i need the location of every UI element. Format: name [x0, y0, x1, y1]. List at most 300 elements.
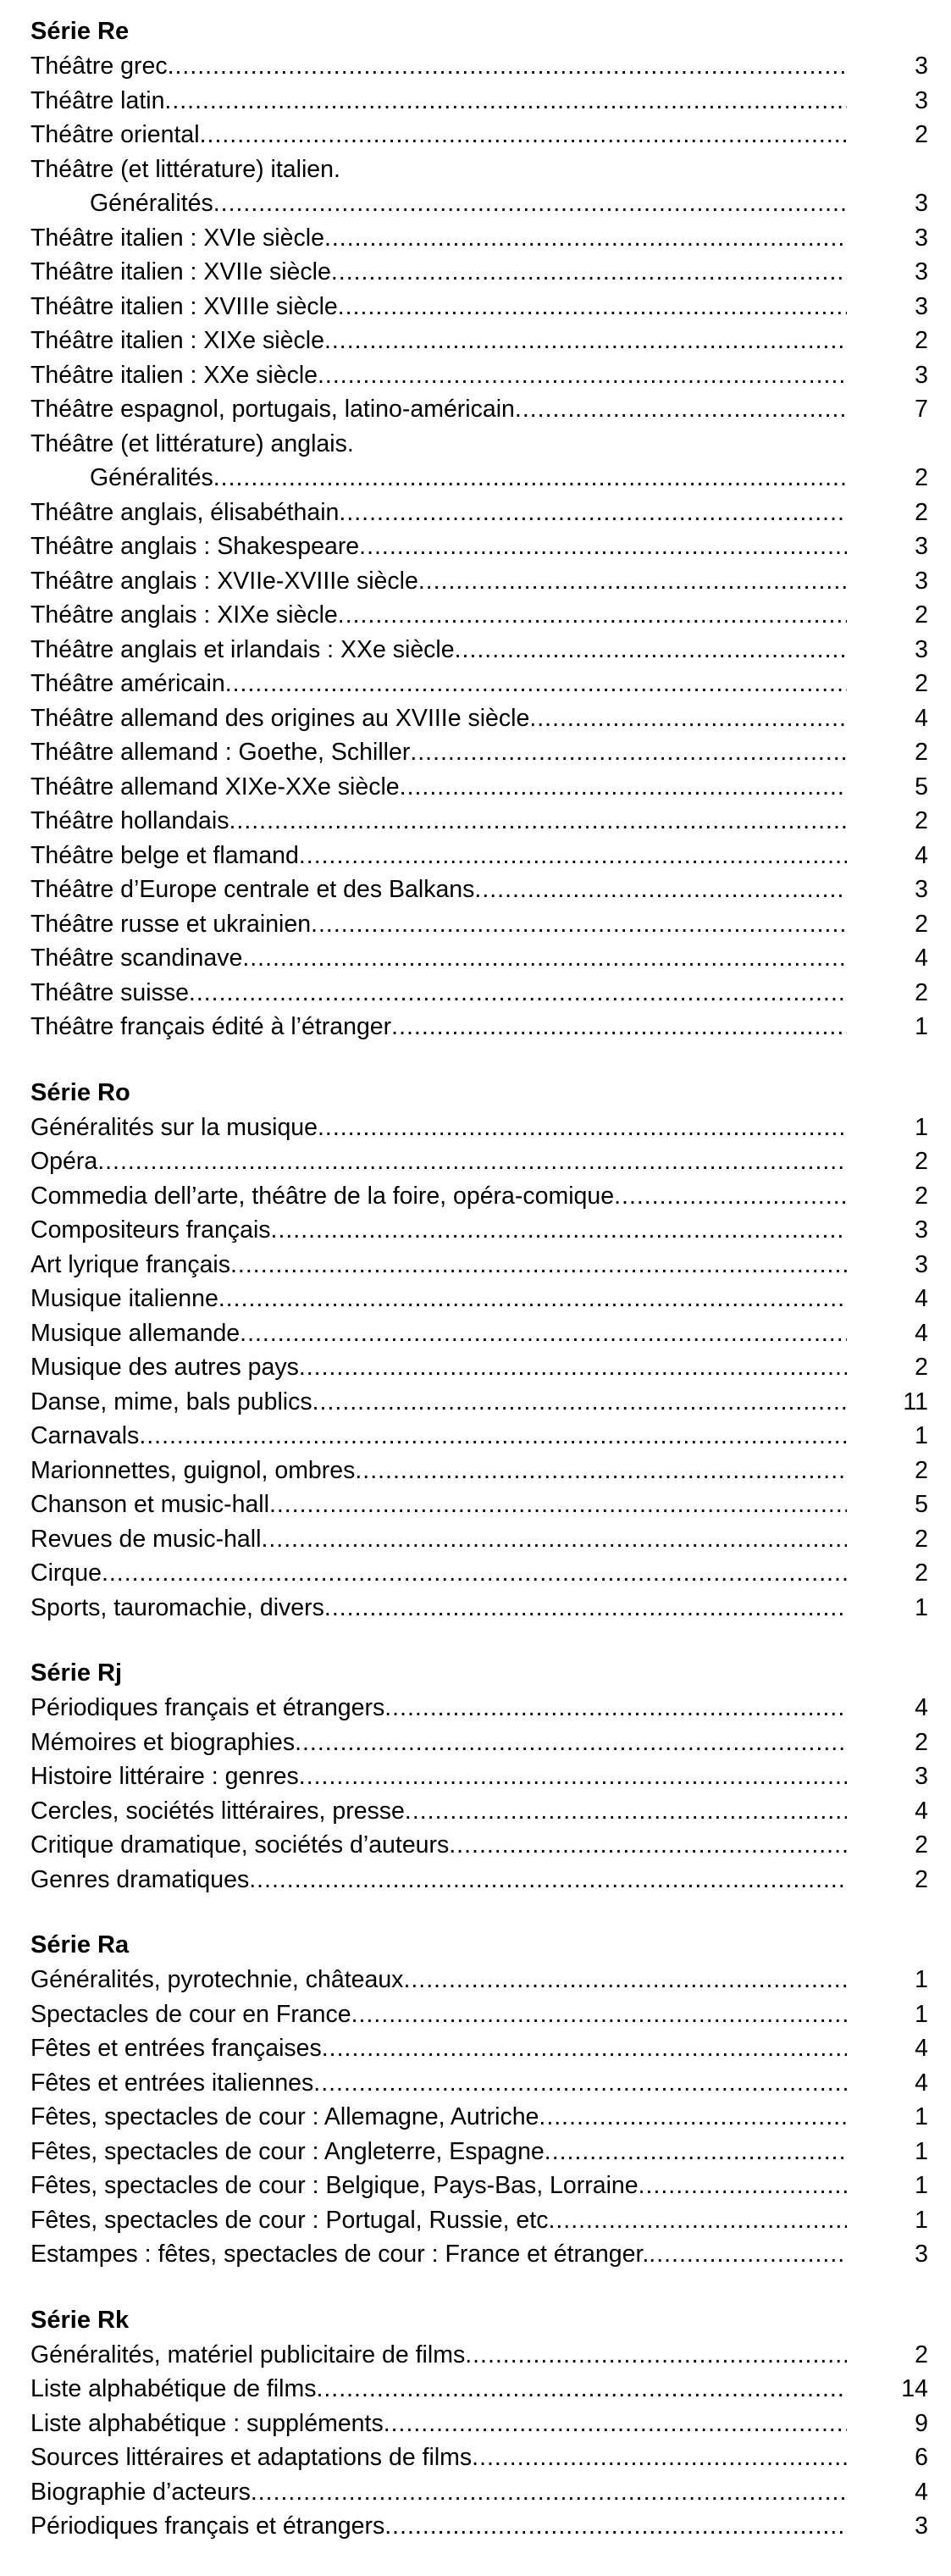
dot-leader	[338, 290, 847, 324]
entry-label-wrap	[30, 598, 852, 633]
dot-leader	[249, 1863, 847, 1897]
series-section	[30, 1929, 928, 2272]
toc-entry	[30, 1385, 928, 1420]
entry-label: Périodiques français et étrangers	[30, 1694, 385, 1721]
dot-leader	[225, 667, 847, 701]
entry-count: 3	[915, 224, 928, 252]
entry-count: 1	[915, 2103, 928, 2130]
entry-count: 2	[915, 1559, 928, 1587]
entry-label: Théâtre allemand des origines au XVIIIe siècle	[30, 704, 530, 732]
toc-entry	[30, 358, 928, 393]
toc-entry	[30, 427, 928, 462]
toc-entry	[30, 1419, 928, 1454]
toc-entry	[30, 1997, 928, 2032]
toc-entry	[30, 49, 928, 84]
entry-label: Théâtre italien : XVIIIe siècle	[30, 292, 338, 320]
entry-label-wrap	[30, 941, 852, 976]
entry-count: 2	[915, 670, 928, 697]
toc-entry	[30, 2372, 928, 2407]
entry-label: Compositeurs français	[30, 1216, 271, 1244]
entry-label-wrap	[30, 1144, 852, 1179]
entry-count: 4	[915, 1797, 928, 1825]
entry-label-wrap	[30, 735, 852, 770]
entry-label: Théâtre scandinave	[30, 945, 243, 972]
toc-entry	[30, 1487, 928, 1522]
dot-leader	[472, 2440, 847, 2475]
toc-entry	[30, 1350, 928, 1385]
dot-leader	[338, 598, 847, 633]
entry-label-wrap	[30, 1454, 852, 1488]
entry-count: 3	[915, 1216, 928, 1244]
entry-label-wrap	[30, 1691, 852, 1726]
toc-entry	[30, 1111, 928, 1145]
toc-entry	[30, 2100, 928, 2135]
dot-leader	[449, 1828, 847, 1863]
entry-count: 3	[915, 1250, 928, 1278]
dot-leader	[318, 358, 847, 393]
entry-label: Fêtes, spectacles de cour : Allemagne, Autriche	[30, 2103, 539, 2130]
toc-entry	[30, 461, 928, 496]
entry-label: Sources littéraires et adaptations de films	[30, 2444, 473, 2471]
dot-leader	[418, 564, 847, 599]
dot-leader	[400, 770, 847, 805]
dot-leader	[355, 1454, 847, 1488]
toc-entry	[30, 2031, 928, 2066]
entry-label-wrap	[30, 1759, 852, 1794]
toc-entry	[30, 2509, 928, 2544]
entry-label-wrap	[30, 1350, 852, 1385]
dot-leader	[539, 2100, 847, 2135]
entry-count: 2	[915, 601, 928, 629]
entry-label: Spectacles de cour en France	[30, 2000, 351, 2028]
toc-entry	[30, 907, 928, 942]
entry-label-wrap	[30, 1794, 852, 1829]
entry-label: Commedia dell’arte, théâtre de la foire, opéra-comique	[30, 1182, 615, 1210]
dot-leader	[324, 324, 847, 358]
entry-count: 3	[915, 2512, 928, 2540]
toc-entry	[30, 1179, 928, 1214]
dot-leader	[405, 1794, 847, 1829]
entry-label-wrap	[30, 2135, 852, 2169]
dot-leader	[261, 1522, 847, 1557]
dot-leader	[139, 1419, 847, 1454]
entry-count: 7	[915, 396, 928, 423]
entry-label-wrap	[30, 1248, 852, 1282]
dot-leader	[614, 1179, 847, 1214]
entry-label-wrap	[30, 84, 852, 119]
entry-label: Théâtre grec	[30, 53, 168, 80]
toc-entry	[30, 529, 928, 564]
entry-count: 2	[915, 327, 928, 354]
dot-leader	[213, 186, 847, 221]
entry-label: Théâtre allemand : Goethe, Schiller	[30, 739, 411, 766]
entry-label-wrap	[30, 1828, 852, 1863]
entry-label: Sports, tauromachie, divers	[30, 1593, 324, 1621]
entry-label-wrap	[30, 221, 852, 256]
entry-label: Théâtre allemand XIXe-XXe siècle	[30, 773, 400, 800]
entry-label-wrap	[30, 392, 852, 427]
entry-label-wrap	[30, 907, 852, 942]
toc-entry	[30, 221, 928, 256]
entry-label: Danse, mime, bals publics	[30, 1388, 312, 1415]
entry-label-wrap	[30, 152, 928, 187]
entry-label-wrap	[30, 2440, 852, 2475]
entry-count: 2	[915, 1831, 928, 1859]
toc-entry	[30, 2440, 928, 2475]
toc-entry	[30, 804, 928, 839]
dot-leader	[515, 392, 847, 427]
entry-label: Théâtre latin	[30, 86, 165, 114]
entry-label: Théâtre américain	[30, 670, 225, 697]
entry-label-wrap	[30, 496, 852, 530]
series-title: Série Ro	[30, 1078, 130, 1106]
dot-leader	[271, 1213, 847, 1248]
entry-label-wrap	[30, 1556, 852, 1591]
dot-leader	[102, 1556, 847, 1591]
entry-label-wrap	[30, 186, 852, 221]
series-section	[30, 1077, 928, 1626]
toc-entry	[30, 564, 928, 599]
entry-count: 14	[901, 2375, 928, 2402]
toc-entry	[30, 1726, 928, 1760]
dot-leader	[331, 255, 847, 290]
toc-entry	[30, 941, 928, 976]
entry-count: 2	[915, 2341, 928, 2368]
dot-leader	[545, 2135, 847, 2169]
entry-label-wrap	[30, 564, 852, 599]
entry-label: Fêtes et entrées italiennes	[30, 2069, 314, 2097]
entry-count: 5	[915, 1491, 928, 1518]
entry-label-wrap	[30, 1591, 852, 1626]
entry-label-wrap	[30, 2066, 852, 2101]
entry-label: Théâtre italien : XVIIe siècle	[30, 258, 331, 285]
entry-label-wrap	[30, 2407, 852, 2441]
toc-entry	[30, 84, 928, 119]
entry-label: Théâtre anglais, élisabéthain	[30, 498, 340, 526]
entry-count: 2	[915, 739, 928, 766]
entry-label: Histoire littéraire : genres	[30, 1763, 299, 1790]
entry-count: 3	[915, 1763, 928, 1790]
entry-label-wrap	[30, 1282, 852, 1316]
entry-count: 4	[915, 2035, 928, 2062]
entry-count: 2	[915, 1865, 928, 1893]
dot-leader	[311, 907, 847, 942]
entry-label-wrap	[30, 2100, 852, 2135]
entry-label: Mémoires et biographies	[30, 1728, 296, 1756]
entry-label-wrap	[30, 1963, 852, 1997]
entry-label-wrap	[30, 1419, 852, 1454]
entry-label: Liste alphabétique de films	[30, 2375, 317, 2402]
dot-leader	[351, 1997, 847, 2032]
entry-count: 1	[915, 2137, 928, 2165]
entry-label: Musique allemande	[30, 1319, 241, 1347]
entry-count: 2	[915, 1456, 928, 1484]
dot-leader	[312, 1385, 847, 1420]
entry-count: 5	[915, 773, 928, 800]
entry-count: 4	[915, 945, 928, 972]
entry-label-wrap	[30, 427, 928, 462]
entry-count: 4	[915, 1694, 928, 1721]
entry-label: Estampes : fêtes, spectacles de cour : France et étranger.	[30, 2241, 650, 2268]
toc-entry	[30, 392, 928, 427]
toc-entry	[30, 1316, 928, 1351]
entry-label-wrap	[30, 2509, 852, 2544]
entry-label: Musique italienne	[30, 1285, 218, 1312]
entry-count: 4	[915, 2478, 928, 2506]
entry-label: Généralités	[90, 464, 213, 491]
toc-entry	[30, 2407, 928, 2441]
entry-count: 2	[915, 910, 928, 938]
dot-leader	[230, 1248, 847, 1282]
entry-count: 3	[915, 258, 928, 285]
entry-count: 1	[915, 1013, 928, 1040]
entry-label-wrap	[30, 633, 852, 668]
entry-label: Théâtre français édité à l’étranger	[30, 1013, 392, 1040]
entry-label-wrap	[30, 804, 852, 839]
entry-label: Théâtre anglais : XVIIe-XVIIIe siècle	[30, 567, 418, 595]
toc-entry	[30, 1522, 928, 1557]
entry-label: Théâtre oriental	[30, 121, 200, 148]
dot-leader	[465, 2338, 847, 2373]
entry-label-wrap	[30, 49, 852, 84]
dot-leader	[164, 84, 847, 119]
entry-label-wrap	[30, 873, 852, 907]
entry-label: Critique dramatique, sociétés d’auteurs	[30, 1831, 450, 1859]
entry-label-wrap	[30, 529, 852, 564]
series-section	[30, 1657, 928, 1897]
entry-count: 4	[915, 1319, 928, 1347]
dot-leader	[97, 1144, 847, 1179]
dot-leader	[242, 941, 847, 976]
entry-label: Généralités, pyrotechnie, châteaux	[30, 1966, 404, 1993]
entry-label: Théâtre italien : XVIe siècle	[30, 224, 324, 252]
entry-label: Carnavals	[30, 1422, 140, 1449]
toc-entry	[30, 1556, 928, 1591]
entry-count: 1	[915, 2000, 928, 2028]
dot-leader	[269, 1487, 847, 1522]
entry-label-wrap	[30, 1179, 852, 1214]
dot-leader	[359, 529, 847, 564]
entry-count: 4	[915, 2069, 928, 2097]
entry-label-wrap	[30, 1997, 852, 2032]
entry-label: Fêtes, spectacles de cour : Belgique, Pays-Bas, Lorraine	[30, 2172, 639, 2199]
entry-count: 1	[915, 1422, 928, 1449]
entry-label-wrap	[30, 1863, 852, 1897]
entry-label: Genres dramatiques	[30, 1865, 250, 1893]
entry-count: 2	[915, 121, 928, 148]
entry-label-wrap	[30, 2372, 852, 2407]
dot-leader	[168, 49, 847, 84]
entry-label: Généralités, matériel publicitaire de films	[30, 2341, 466, 2368]
entry-label: Théâtre anglais : Shakespeare	[30, 533, 360, 560]
entry-label: Généralités	[90, 190, 213, 217]
entry-count: 2	[915, 807, 928, 834]
dot-leader	[403, 1963, 847, 1997]
dot-leader	[295, 1726, 847, 1760]
entry-label-wrap	[30, 701, 852, 736]
entry-count: 3	[915, 567, 928, 595]
entry-label: Liste alphabétique : suppléments	[30, 2409, 384, 2437]
entry-label-wrap	[30, 770, 852, 805]
entry-label: Théâtre d’Europe centrale et des Balkans	[30, 876, 475, 903]
entry-count: 4	[915, 841, 928, 869]
entry-count: 1	[915, 1966, 928, 1993]
toc-entry	[30, 1591, 928, 1626]
dot-leader	[639, 2169, 847, 2203]
toc-entry	[30, 1963, 928, 1997]
entry-count: 3	[915, 635, 928, 663]
entry-count: 2	[915, 978, 928, 1006]
document-page	[30, 15, 928, 2576]
toc-entry	[30, 2237, 928, 2272]
dot-leader	[529, 701, 847, 736]
dot-leader	[339, 496, 847, 530]
series-title: Série Rj	[30, 1659, 122, 1687]
entry-label-wrap	[30, 118, 852, 152]
dot-leader	[299, 1759, 847, 1794]
entry-label: Théâtre italien : XIXe siècle	[30, 327, 324, 354]
dot-leader	[240, 1316, 847, 1351]
entry-label: Périodiques français et étrangers	[30, 2512, 385, 2540]
entry-label: Théâtre (et littérature) italien.	[30, 155, 340, 183]
entry-label-wrap	[30, 2338, 852, 2373]
toc-entry	[30, 152, 928, 187]
dot-leader	[313, 2066, 847, 2101]
toc-entry	[30, 496, 928, 530]
toc-entry	[30, 324, 928, 358]
entry-label: Marionnettes, guignol, ombres	[30, 1456, 356, 1484]
dot-leader	[384, 2407, 847, 2441]
entry-label: Théâtre russe et ukrainien	[30, 910, 312, 938]
entry-count: 1	[915, 1113, 928, 1141]
toc-entry	[30, 290, 928, 324]
toc-entry	[30, 839, 928, 873]
entry-count: 3	[915, 86, 928, 114]
dot-leader	[649, 2237, 847, 2272]
entry-label: Fêtes et entrées françaises	[30, 2035, 322, 2062]
dot-leader	[324, 221, 847, 256]
toc-entry	[30, 1454, 928, 1488]
entry-count: 3	[915, 292, 928, 320]
entry-label-wrap	[30, 1111, 852, 1145]
toc-entry	[30, 186, 928, 221]
series-section	[30, 15, 928, 1044]
dot-leader	[316, 2372, 847, 2407]
entry-count: 1	[915, 1593, 928, 1621]
entry-label-wrap	[30, 2169, 852, 2203]
entry-count: 2	[915, 1728, 928, 1756]
entry-label-wrap	[30, 1487, 852, 1522]
entry-label-wrap	[30, 1522, 852, 1557]
toc-entry	[30, 701, 928, 736]
entry-label-wrap	[30, 2203, 852, 2238]
entry-label-wrap	[30, 976, 852, 1011]
entry-label-wrap	[30, 1213, 852, 1248]
entry-label: Théâtre belge et flamand	[30, 841, 299, 869]
entry-count: 2	[915, 498, 928, 526]
entry-count: 2	[915, 1148, 928, 1175]
toc-entry	[30, 1282, 928, 1316]
dot-leader	[229, 804, 848, 839]
entry-count: 3	[915, 876, 928, 903]
toc-entry	[30, 1010, 928, 1044]
entry-count: 2	[915, 464, 928, 491]
entry-label-wrap	[30, 461, 852, 496]
dot-leader	[322, 2031, 847, 2066]
entry-label-wrap	[30, 2237, 852, 2272]
entry-count: 4	[915, 704, 928, 732]
entry-label-wrap	[30, 667, 852, 701]
entry-label: Théâtre anglais : XIXe siècle	[30, 601, 338, 629]
toc-entry	[30, 2169, 928, 2203]
entry-count: 2	[915, 1354, 928, 1381]
dot-leader	[200, 118, 847, 152]
entry-count: 2	[915, 1525, 928, 1553]
entry-label: Cirque	[30, 1559, 102, 1587]
dot-leader	[189, 976, 847, 1011]
entry-label-wrap	[30, 255, 852, 290]
entry-count: 11	[903, 1388, 928, 1415]
dot-leader	[384, 1691, 847, 1726]
series-title: Série Ra	[30, 1931, 130, 1958]
entry-label: Théâtre anglais et irlandais : XXe siècle	[30, 635, 455, 663]
entry-label: Cercles, sociétés littéraires, presse	[30, 1797, 405, 1825]
entry-label-wrap	[30, 290, 852, 324]
dot-leader	[299, 1350, 847, 1385]
entry-label: Musique des autres pays	[30, 1354, 299, 1381]
entry-count: 1	[915, 2206, 928, 2234]
series-title: Série Rk	[30, 2306, 130, 2334]
entry-label: Art lyrique français	[30, 1250, 231, 1278]
entry-label: Revues de music-hall	[30, 1525, 262, 1553]
entry-label: Théâtre italien : XXe siècle	[30, 361, 318, 389]
toc-entry	[30, 118, 928, 152]
toc-entry	[30, 2475, 928, 2510]
toc-entry	[30, 2203, 928, 2238]
entry-label: Fêtes, spectacles de cour : Angleterre, Espagne	[30, 2137, 545, 2165]
toc-entry	[30, 2338, 928, 2373]
entry-count: 3	[915, 361, 928, 389]
entry-label: Biographie d’acteurs	[30, 2478, 251, 2506]
entry-count: 6	[915, 2444, 928, 2471]
dot-leader	[391, 1010, 847, 1044]
dot-leader	[410, 735, 847, 770]
entry-label: Théâtre (et littérature) anglais.	[30, 429, 354, 457]
toc-entry	[30, 598, 928, 633]
dot-leader	[299, 839, 847, 873]
entry-label: Théâtre suisse	[30, 978, 189, 1006]
toc-entry	[30, 1863, 928, 1897]
dot-leader	[213, 461, 847, 496]
toc-entry	[30, 633, 928, 668]
toc-entry	[30, 1759, 928, 1794]
toc-entry	[30, 1691, 928, 1726]
entry-count: 3	[915, 533, 928, 560]
entry-count: 4	[915, 1285, 928, 1312]
entry-count: 3	[915, 53, 928, 80]
entry-label-wrap	[30, 839, 852, 873]
toc-entry	[30, 770, 928, 805]
series-title: Série Re	[30, 18, 130, 45]
toc-entry	[30, 2135, 928, 2169]
entry-count: 1	[915, 2172, 928, 2199]
toc-entry	[30, 1248, 928, 1282]
entry-count: 3	[915, 190, 928, 217]
entry-count: 3	[915, 2241, 928, 2268]
entry-label-wrap	[30, 1726, 852, 1760]
dot-leader	[251, 2475, 847, 2510]
dot-leader	[548, 2203, 847, 2238]
